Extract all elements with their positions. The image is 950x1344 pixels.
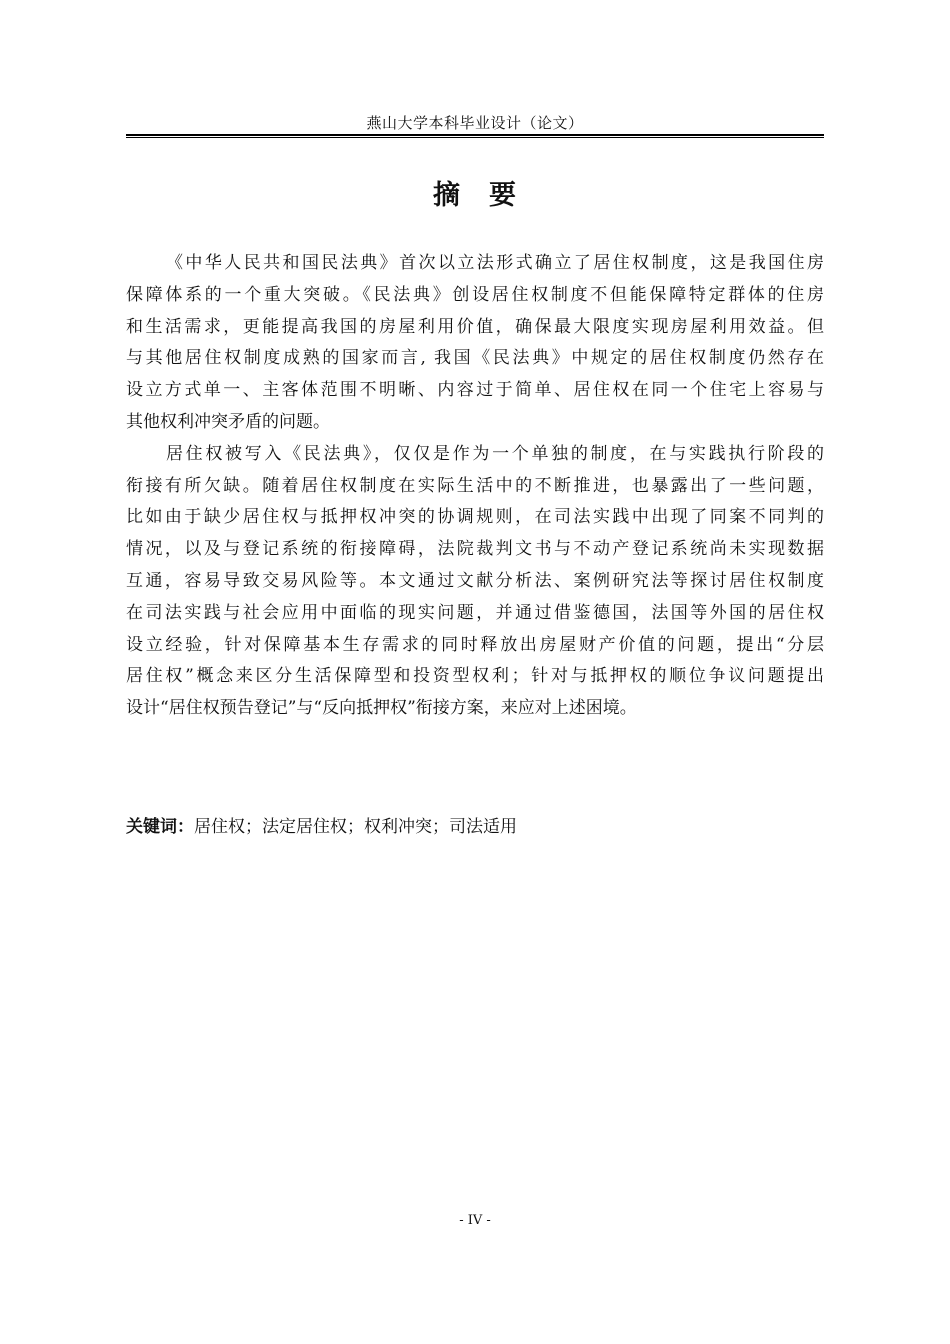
header-rule-thin [126, 137, 824, 138]
paragraph-line: 衔接有所欠缺。随着居住权制度在实际生活中的不断推进，也暴露出了一些问题， [126, 475, 824, 496]
paragraph-line: 保障体系的一个重大突破。《民法典》创设居住权制度不但能保障特定群体的住房 [126, 284, 824, 305]
header-rule [126, 134, 824, 139]
page-number: - IV - [459, 1213, 491, 1228]
paragraph-line: 《中华人民共和国民法典》首次以立法形式确立了居住权制度，这是我国住房 [166, 253, 824, 273]
paragraph-line: 设计“居住权预告登记”与“反向抵押权”衔接方案，来应对上述困境。 [126, 698, 637, 719]
abstract-paragraph-1 [126, 248, 824, 439]
paragraph-line: 其他权利冲突矛盾的问题。 [126, 411, 330, 432]
page-title: 摘 要 [433, 180, 517, 211]
header-rule-thick [126, 134, 824, 136]
abstract-body [126, 248, 824, 725]
paragraph-line: 居住权被写入《民法典》，仅仅是作为一个单独的制度，在与实践执行阶段的 [166, 443, 824, 464]
paragraph-line: 互通，容易导致交易风险等。本文通过文献分析法、案例研究法等探讨居住权制度 [126, 570, 824, 591]
keywords-label: 关键词： [126, 817, 194, 837]
running-header: 燕山大学本科毕业设计（论文） [366, 114, 584, 132]
paragraph-line: 情况，以及与登记系统的衔接障碍，法院裁判文书与不动产登记系统尚未实现数据 [126, 539, 824, 560]
paragraph-line: 在司法实践与社会应用中面临的现实问题，并通过借鉴德国，法国等外国的居住权 [126, 602, 824, 623]
paragraph-line: 比如由于缺少居住权与抵押权冲突的协调规则，在司法实践中出现了同案不同判的 [126, 507, 824, 528]
paragraph-line: 设立方式单一、主客体范围不明晰、内容过于简单、居住权在同一个住宅上容易与 [126, 380, 824, 401]
paragraph-line: 居住权”概念来区分生活保障型和投资型权利；针对与抵押权的顺位争议问题提出 [126, 666, 824, 687]
paragraph-line: 与其他居住权制度成熟的国家而言, 我国《民法典》中规定的居住权制度仍然存在 [126, 348, 824, 369]
paragraph-line: 设立经验，针对保障基本生存需求的同时释放出房屋财产价值的问题，提出“分层 [126, 634, 824, 655]
keywords-value: 居住权；法定居住权；权利冲突；司法适用 [194, 817, 517, 837]
keywords-line [126, 813, 824, 841]
paragraph-line: 和生活需求，更能提高我国的房屋利用价值，确保最大限度实现房屋利用效益。但 [126, 316, 824, 337]
abstract-paragraph-2 [126, 439, 824, 725]
